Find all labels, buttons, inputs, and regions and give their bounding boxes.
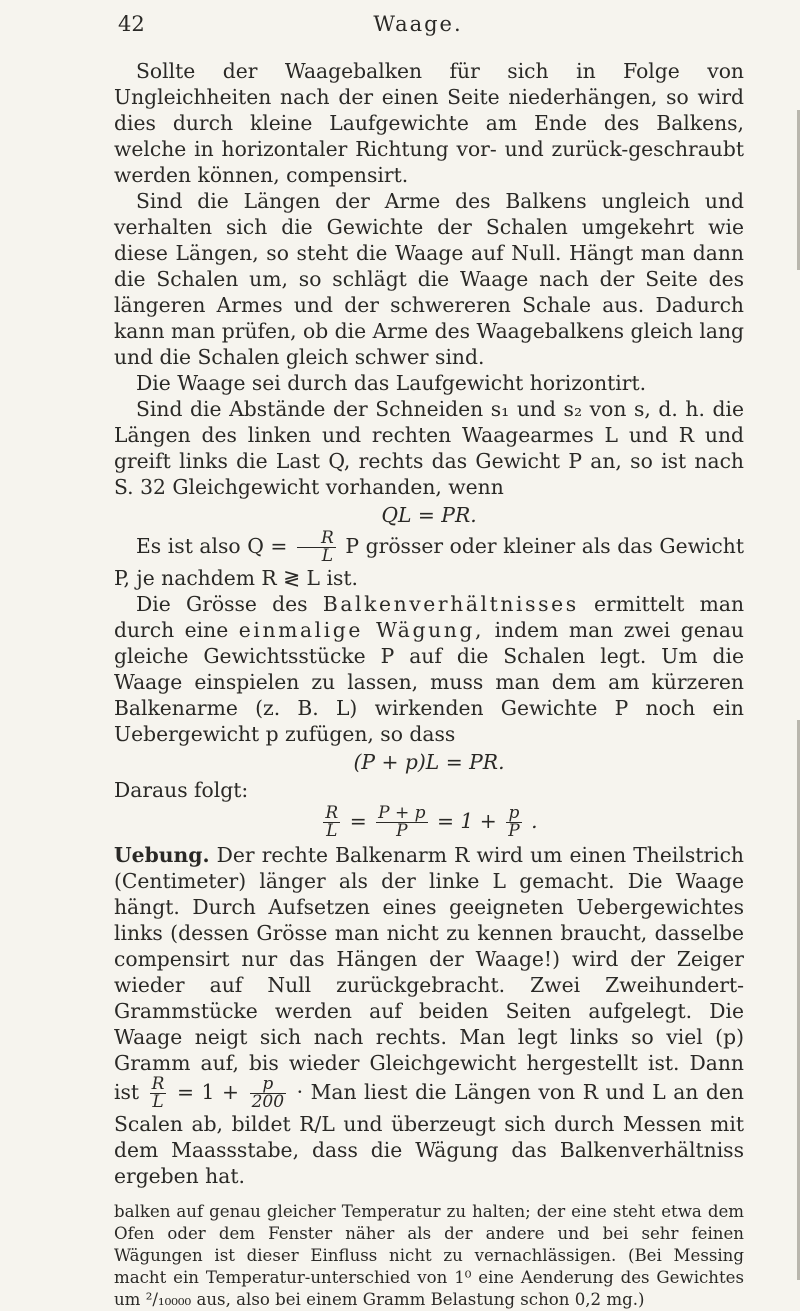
spaced-term-einmalige-waegung: einmalige Wägung,: [238, 618, 485, 642]
fraction-r-l-exercise: [150, 1076, 167, 1111]
exercise-text-end: · Man liest die Längen von R und L an den Scalen ab, bildet R/L und überzeugt sich durch Messen mit dem Maassstabe, dass die Wägung das Balkenverhältniss ergeben hat.: [114, 1080, 744, 1188]
one-plus: = 1 +: [436, 809, 497, 833]
equation-overweight: (P + p)L = PR.: [353, 750, 505, 774]
fraction-denominator: P: [396, 821, 408, 841]
ratio-text-end: P grösser oder kleiner als das Gewicht P, je nachdem R ≷ L ist.: [114, 534, 744, 590]
equation-ratio: [114, 805, 744, 840]
fraction-denominator: L: [321, 546, 334, 566]
fraction-denominator: L: [152, 1092, 164, 1112]
fraction-pp-p: [376, 805, 427, 840]
paragraph-ratio: [114, 530, 744, 591]
fraction-numerator: P + p: [378, 803, 426, 823]
paragraph-distances: Sind die Abstände der Schneiden s₁ und s₂ von s, d. h. die Längen des linken und rechten Waagearmes L und R und greift links die Last Q, rechts das Gewicht P an, so ist nach S. 32 Gleichgewicht vorhanden, wenn: [114, 397, 744, 499]
fraction-r-over-l: [297, 530, 336, 565]
paragraph-compensation: Sollte der Waagebalken für sich in Folge von Ungleichheiten nach der einen Seite niederhängen, so wird dies durch kleine Laufgewichte am Ende des Balkens, welche in horizontaler Richtung vor- und zurück-geschraubt werden können, compensirt.: [114, 59, 744, 187]
equals-sign: =: [349, 809, 367, 833]
text-run: Die Grösse des: [136, 592, 308, 616]
paragraph-daraus: Daraus folgt:: [114, 778, 249, 802]
fraction-denominator: P: [508, 821, 520, 841]
text-run: ermittelt man durch eine: [114, 592, 745, 642]
ratio-text-start: Es ist also Q =: [136, 534, 288, 558]
exercise-heading: Uebung.: [114, 843, 210, 867]
fraction-p-200: [250, 1076, 286, 1111]
exercise-text: Der rechte Balkenarm R wird um einen Theilstrich (Centimeter) länger als der linke L gemacht. Die Waage hängt. Durch Aufsetzen eines geeigneten Uebergewichtes links (dessen Grösse man nicht zu kennen braucht, dasselbe compensirt nur das Hängen der Waage!) wird der Zeiger wieder auf Null zurückgebracht. Zwei Zweihundert-Grammstücke werden auf beiden Seiten aufgelegt. Die Waage neigt sich nach rechts. Man legt links so viel (p) Gramm auf, bis wieder Gleichgewicht hergestellt ist. Dann ist: [114, 843, 744, 1104]
fraction-denominator: 200: [251, 1092, 285, 1112]
running-title: Waage.: [373, 12, 463, 36]
paragraph-balance-ratio: [114, 591, 744, 747]
one-plus: = 1 +: [176, 1080, 239, 1104]
fraction-numerator: R: [151, 1074, 165, 1094]
paragraph-unequal-arms: Sind die Längen der Arme des Balkens ungleich und verhalten sich die Gewichte der Schalen umgekehrt wie diese Längen, so steht die Waage auf Null. Hängt man dann die Schalen um, so schlägt die Waage nach der Seite des längeren Armes und der schwereren Schale aus. Dadurch kann man prüfen, ob die Arme des Waagebalkens gleich lang und die Schalen gleich schwer sind.: [114, 189, 744, 369]
text-run: indem man zwei genau gleiche Gewichtsstücke P auf die Schalen legt. Um die Waage einspielen zu lassen, muss man dem am kürzeren Balkenarme (z. B. L) wirkenden Gewichte P noch ein Uebergewicht p zufügen, so dass: [114, 618, 744, 746]
fraction-numerator: p: [250, 1076, 286, 1094]
fraction-r-l: [323, 805, 340, 840]
footnote: balken auf genau gleicher Temperatur zu halten; der eine steht etwa dem Ofen oder dem Fenster näher als der andere und bei sehr feinen Wägungen ist dieser Einfluss nicht zu vernachlässigen. (Bei Messing macht ein Temperatur-unterschied von 1⁰ eine Aenderung des Gewichtes um ²/₁₀₀₀₀ aus, also bei einem Gramm Belastung schon 0,2 mg.): [114, 1202, 744, 1309]
running-header: [118, 12, 718, 46]
fraction-p-p: [506, 805, 521, 840]
page-body: [114, 58, 744, 1311]
paragraph-horizontal: Die Waage sei durch das Laufgewicht horizontirt.: [136, 371, 647, 395]
fraction-numerator: p: [506, 805, 521, 823]
paragraph-exercise: [114, 842, 744, 1189]
page-number: 42: [118, 12, 145, 36]
fraction-numerator: R: [297, 530, 336, 548]
fraction-numerator: R: [325, 803, 339, 823]
period: .: [531, 809, 538, 833]
equation-equilibrium: QL = PR.: [381, 503, 477, 527]
fraction-denominator: L: [326, 821, 338, 841]
spaced-term-balkenverhaeltnis: Balkenverhältnisses: [322, 592, 579, 616]
